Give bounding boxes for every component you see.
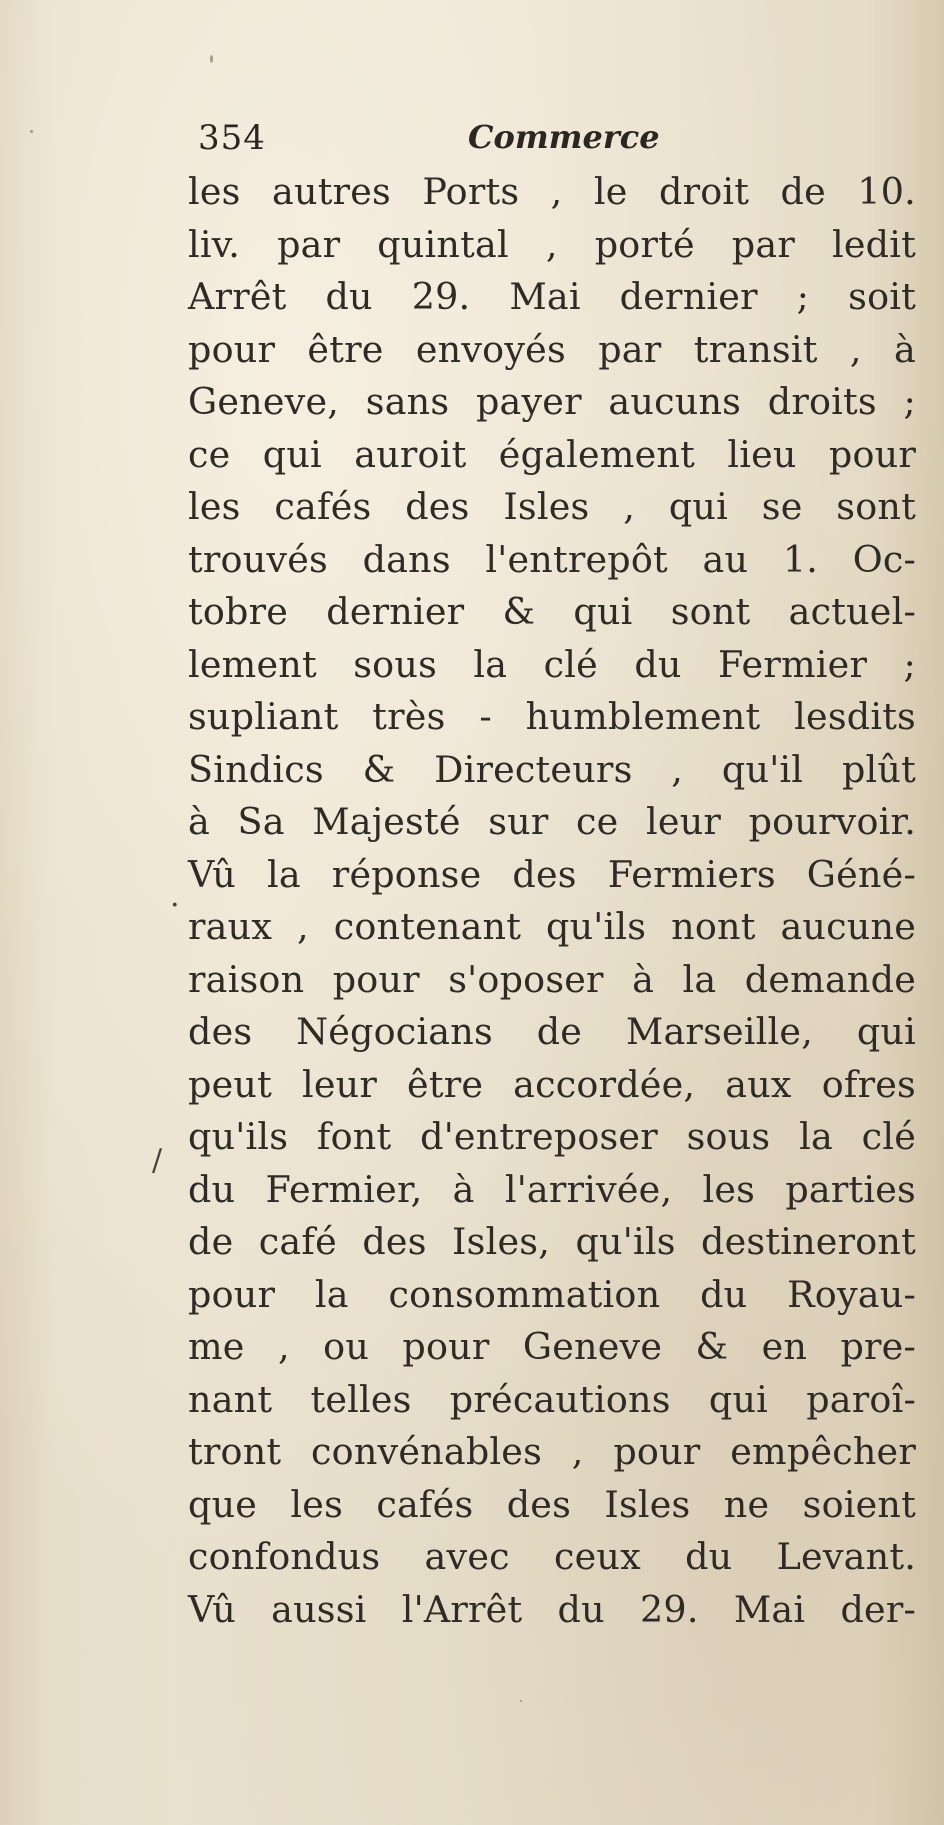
paper-speck bbox=[520, 1700, 522, 1702]
text-line: lement sous la clé du Fermier ; bbox=[188, 642, 916, 686]
text-line: les cafés des Isles , qui se sont bbox=[188, 485, 916, 528]
running-head bbox=[198, 118, 758, 166]
paper-speck bbox=[210, 55, 213, 63]
running-title: Commerce bbox=[468, 118, 660, 156]
text-line: peut leur être accordée, aux ofres bbox=[188, 1062, 916, 1106]
text-line: des Négocians de Marseille, qui bbox=[188, 1010, 916, 1053]
text-line: confondus avec ceux du Levant. bbox=[188, 1535, 916, 1578]
text-line: tront convénables , pour empêcher bbox=[188, 1430, 916, 1473]
margin-dot: · bbox=[170, 888, 180, 923]
text-line: ce qui auroit également lieu pour bbox=[188, 432, 916, 476]
text-line: liv. par quintal , porté par ledit bbox=[188, 222, 916, 266]
text-line: les autres Ports , le droit de 10. bbox=[188, 170, 916, 213]
text-line: qu'ils font d'entreposer sous la clé bbox=[188, 1115, 916, 1158]
text-line: tobre dernier & qui sont actuel- bbox=[188, 590, 916, 633]
text-line: pour être envoyés par transit , à bbox=[188, 327, 916, 371]
text-line: que les cafés des Isles ne soient bbox=[188, 1482, 916, 1526]
text-line: raux , contenant qu'ils nont aucune bbox=[188, 905, 916, 948]
text-line: pour la consommation du Royau- bbox=[188, 1272, 916, 1316]
text-line: Vû la réponse des Fermiers Géné- bbox=[188, 852, 916, 896]
text-line: me , ou pour Geneve & en pre- bbox=[188, 1325, 916, 1368]
page-number: 354 bbox=[198, 118, 266, 158]
text-line: Geneve, sans payer aucuns droits ; bbox=[188, 380, 916, 423]
text-line: de café des Isles, qu'ils destineront bbox=[188, 1220, 916, 1263]
text-line: trouvés dans l'entrepôt au 1. Oc- bbox=[188, 537, 916, 581]
body-text bbox=[188, 166, 916, 1636]
text-line: nant telles précautions qui paroî- bbox=[188, 1377, 916, 1421]
text-line: supliant très - humblement lesdits bbox=[188, 695, 916, 738]
text-line: Arrêt du 29. Mai dernier ; soit bbox=[188, 275, 916, 318]
text-line: à Sa Majesté sur ce leur pourvoir. bbox=[188, 800, 916, 843]
text-line: raison pour s'oposer à la demande bbox=[188, 957, 916, 1001]
paper-speck bbox=[30, 130, 33, 133]
text-line: Sindics & Directeurs , qu'il plût bbox=[188, 747, 916, 791]
margin-slash: / bbox=[152, 1143, 163, 1178]
text-line: Vû aussi l'Arrêt du 29. Mai der- bbox=[188, 1587, 916, 1631]
text-line: du Fermier, à l'arrivée, les parties bbox=[188, 1167, 916, 1211]
